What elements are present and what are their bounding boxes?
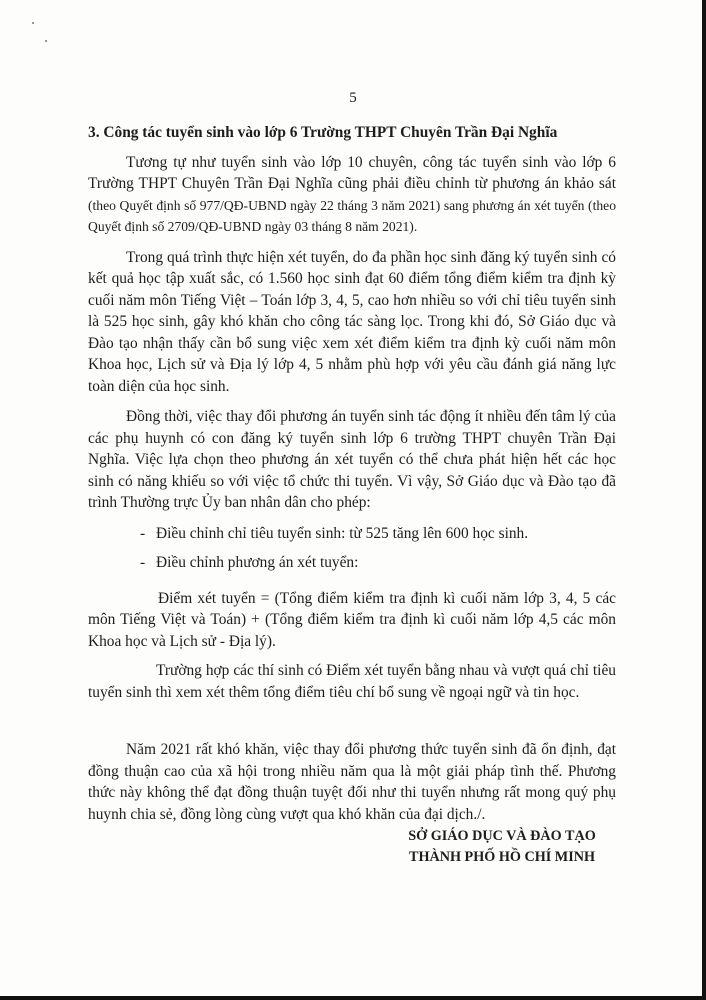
scan-speck xyxy=(32,22,34,24)
bullet-text: Điều chỉnh chỉ tiêu tuyển sinh: từ 525 tăng lên 600 học sinh. xyxy=(156,524,529,542)
bullet-dash: - xyxy=(140,554,146,571)
admission-formula: Điểm xét tuyển = (Tổng điểm kiểm tra định kì cuối năm lớp 3, 4, 5 các môn Tiếng Việt và Toán) + (Tổng điểm kiểm tra định kì cuối năm lớp 4,5 các môn Khoa học và Lịch sử - Địa lý). xyxy=(88,589,616,650)
section-heading: 3. Công tác tuyển sinh vào lớp 6 Trường THPT Chuyên Trần Đại Nghĩa xyxy=(88,124,558,141)
paragraph-1-main: Tương tự như tuyển sinh vào lớp 10 chuyên, công tác tuyển sinh vào lớp 6 Trường THPT Chuyên Trần Đại Nghĩa cũng phải điều chỉnh từ phương án khảo sát xyxy=(88,153,616,192)
closing-paragraph: Năm 2021 rất khó khăn, việc thay đổi phương thức tuyển sinh đã ổn định, đạt đồng thuận cao của xã hội trong nhiều năm qua là một giải pháp tình thế. Phương thức này không thể đạt đồng thuận tuyệt đối như thi tuyển nhưng rất mong quý phụ huynh chia sẻ, đồng lòng cùng vượt qua khó khăn của đại dịch./. xyxy=(88,741,616,823)
bullet-text: Điều chỉnh phương án xét tuyển: xyxy=(156,554,359,571)
scan-edge-right xyxy=(702,0,706,1000)
paragraph-3: Đồng thời, việc thay đổi phương án tuyển sinh tác động ít nhiều đến tâm lý của các phụ huynh có con đăng ký tuyển sinh lớp 6 trường THPT chuyên Trần Đại Nghĩa. Việc lựa chọn theo phương án xét tuyển có thể chưa phát hiện hết các học sinh có năng khiếu so với việc tổ chức thi tuyển. Vì vậy, Sở Giáo dục và Đào tạo đã trình Thường trực Ủy ban nhân dân cho phép: xyxy=(88,408,616,511)
scan-speck xyxy=(45,40,47,42)
tie-case-paragraph: Trường hợp các thí sinh có Điểm xét tuyển bằng nhau và vượt quá chỉ tiêu tuyển sinh thì xem xét thêm tổng điểm tiêu chí bổ sung về ngoại ngữ và tin học. xyxy=(88,662,616,701)
signature-block xyxy=(372,826,632,868)
page-number: 5 xyxy=(349,90,357,106)
paragraph-1 xyxy=(88,152,616,238)
signature-line-1: SỞ GIÁO DỤC VÀ ĐÀO TẠO xyxy=(408,828,596,844)
bullet-item xyxy=(140,523,616,545)
document-body xyxy=(88,122,616,825)
scan-edge-bottom xyxy=(0,996,706,1000)
signature-line-2: THÀNH PHỐ HỒ CHÍ MINH xyxy=(408,849,596,865)
bullet-item xyxy=(140,552,616,574)
paragraph-2: Trong quá trình thực hiện xét tuyển, do đa phần học sinh đăng ký tuyển sinh có kết quả học tập xuất sắc, có 1.560 học sinh đạt 60 điểm tổng điểm kiểm tra định kỳ cuối năm môn Tiếng Việt – Toán lớp 3, 4, 5, cao hơn nhiều so với chỉ tiêu tuyển sinh là 525 học sinh, gây khó khăn cho công tác sàng lọc. Trong khi đó, Sở Giáo dục và Đào tạo nhận thấy cần bổ sung việc xem xét điểm kiểm tra định kỳ cuối năm môn Khoa học, Lịch sử và Địa lý lớp 4, 5 nhằm phù hợp với yêu cầu đánh giá năng lực toàn diện của học sinh. xyxy=(88,248,616,395)
bullet-dash: - xyxy=(140,524,146,542)
paragraph-1-small: (theo Quyết định số 977/QĐ-UBND ngày 22 tháng 3 năm 2021) sang phương án xét tuyển (theo Quyết định số 2709/QĐ-UBND ngày 03 tháng 8 năm 2021). xyxy=(88,197,616,234)
